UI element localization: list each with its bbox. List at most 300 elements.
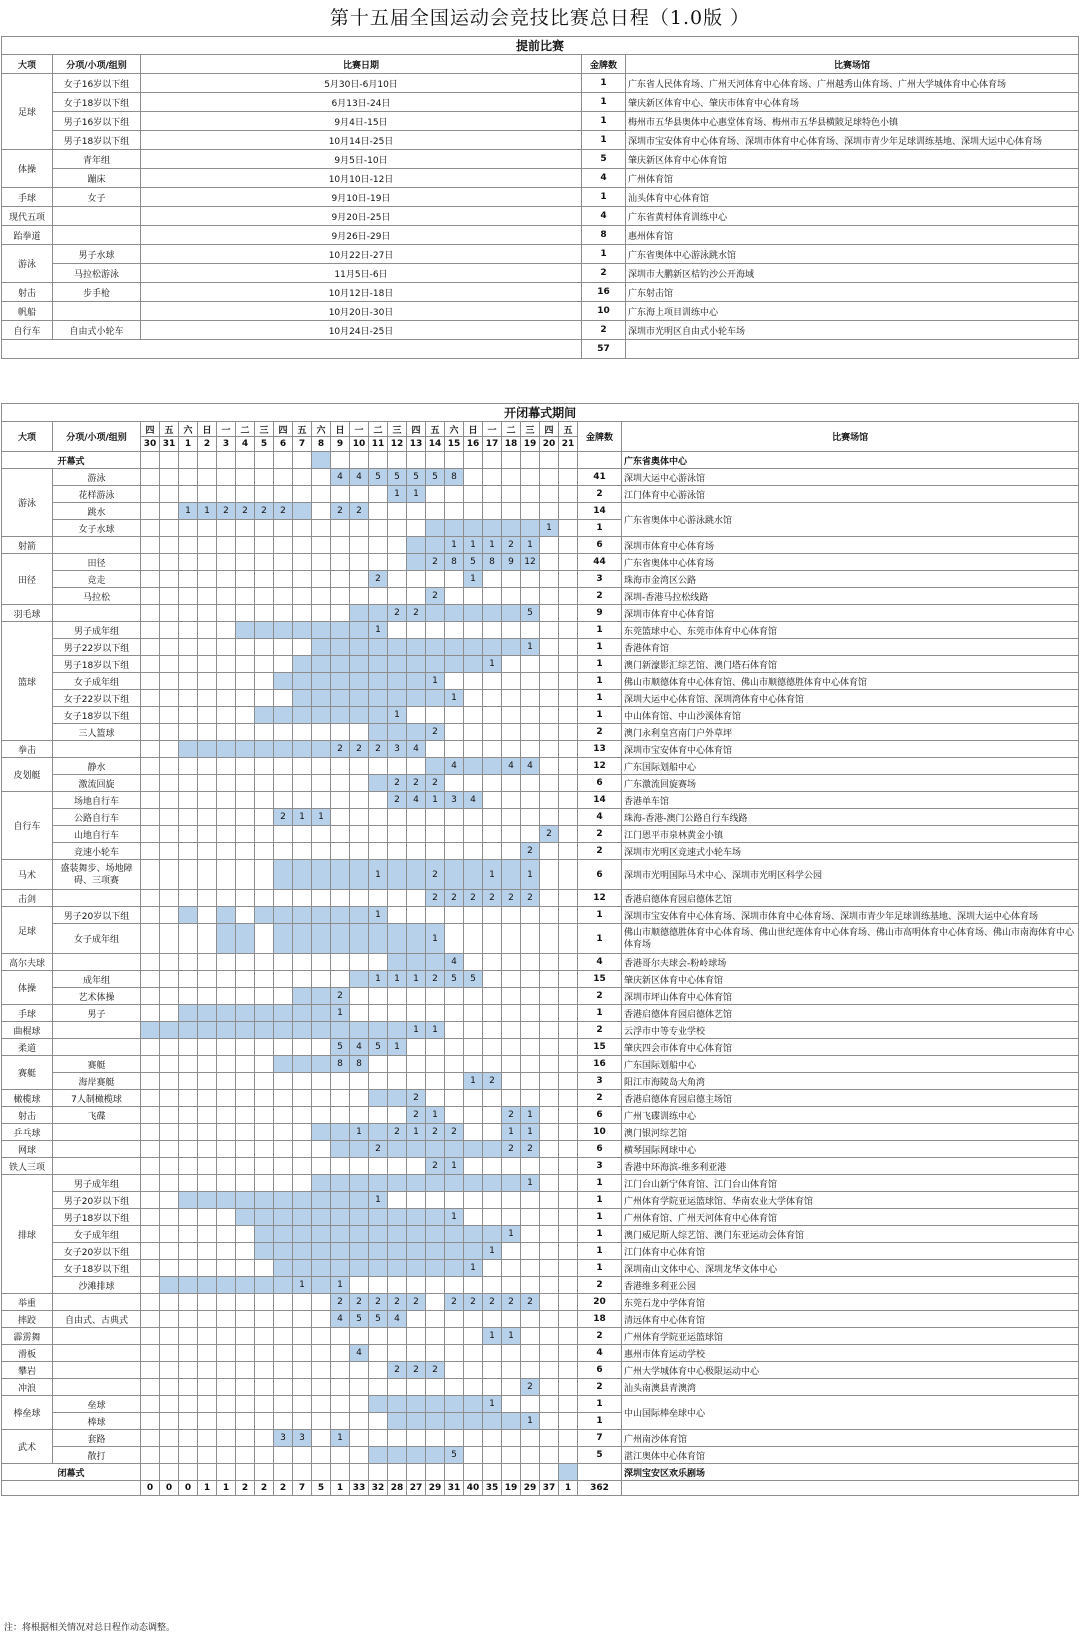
day-cell: 1: [293, 1277, 312, 1294]
day-cell: [445, 988, 464, 1005]
day-cell: [198, 1192, 217, 1209]
day-cell: [198, 1226, 217, 1243]
venue-name: 澳门新濠影汇综艺馆、澳门塔石体育馆: [622, 656, 1079, 673]
day-cell: [179, 724, 198, 741]
event-name: 男子成年组: [53, 622, 141, 639]
weekday-label: 日: [331, 422, 350, 437]
day-cell: 2: [407, 1362, 426, 1379]
day-cell: [426, 622, 445, 639]
day-cell: [502, 1277, 521, 1294]
weekday-label: 日: [198, 422, 217, 437]
event-name: 男子18岁以下组: [53, 656, 141, 673]
event-name: 女子水球: [53, 520, 141, 537]
day-cell: [559, 1192, 578, 1209]
sport-name: 举重: [2, 1294, 53, 1311]
day-cell: [559, 503, 578, 520]
day-cell: [369, 1396, 388, 1413]
day-cell: [179, 890, 198, 907]
day-cell: [426, 741, 445, 758]
event-date: 10月12日-18日: [141, 283, 582, 302]
day-cell: [312, 1413, 331, 1430]
day-cell: [236, 1107, 255, 1124]
day-cell: 5: [407, 469, 426, 486]
date-label: 4: [236, 437, 255, 452]
weekday-label: 五: [293, 422, 312, 437]
day-cell: [331, 656, 350, 673]
date-label: 11: [369, 437, 388, 452]
day-cell: [369, 924, 388, 954]
day-cell: [502, 1090, 521, 1107]
day-cell: [217, 1226, 236, 1243]
day-cell: [236, 988, 255, 1005]
venue-name: 清远体育中心体育馆: [622, 1311, 1079, 1328]
day-cell: [483, 1192, 502, 1209]
day-cell: [445, 1141, 464, 1158]
event-name: 女子成年组: [53, 924, 141, 954]
day-cell: 4: [388, 1311, 407, 1328]
day-cell: 1: [521, 1413, 540, 1430]
day-cell: [369, 809, 388, 826]
day-cell: [502, 1039, 521, 1056]
venue-name: 广东省奥体中心: [622, 452, 1079, 469]
day-cell: [540, 809, 559, 826]
event-date: 9月4日-15日: [141, 112, 582, 131]
day-cell: [350, 1413, 369, 1430]
day-cell: [198, 860, 217, 890]
day-cell: [255, 1447, 274, 1464]
weekday-label: 四: [141, 422, 160, 437]
date-label: 6: [274, 437, 293, 452]
day-cell: [464, 1090, 483, 1107]
medal-count: 1: [582, 245, 626, 264]
day-cell: [445, 1005, 464, 1022]
day-cell: [198, 622, 217, 639]
medal-count: 5: [578, 1447, 622, 1464]
event-name: [53, 1328, 141, 1345]
day-cell: [255, 1209, 274, 1226]
date-label: 8: [312, 437, 331, 452]
day-cell: [369, 758, 388, 775]
day-cell: [521, 775, 540, 792]
day-cell: [236, 554, 255, 571]
day-cell: [217, 741, 236, 758]
medal-count: 10: [578, 1124, 622, 1141]
weekday-label: 六: [312, 422, 331, 437]
day-cell: [217, 1311, 236, 1328]
day-cell: [388, 1277, 407, 1294]
event-row: [2, 1192, 1079, 1209]
medal-count: 1: [578, 1413, 622, 1430]
day-cell: [350, 1141, 369, 1158]
day-cell: [255, 1243, 274, 1260]
day-cell: [312, 622, 331, 639]
ceremony-name: 闭幕式: [2, 1464, 141, 1481]
day-cell: [274, 1447, 293, 1464]
day-cell: [445, 1413, 464, 1430]
day-cell: [464, 843, 483, 860]
day-cell: [388, 1192, 407, 1209]
page-title: 第十五届全国运动会竞技比赛总日程（1.0版 ）: [329, 7, 751, 29]
daily-total: 27: [407, 1481, 426, 1496]
day-cell: [236, 890, 255, 907]
day-cell: [540, 1022, 559, 1039]
day-cell: [540, 741, 559, 758]
day-cell: 5: [388, 469, 407, 486]
day-cell: [312, 1430, 331, 1447]
day-cell: [236, 1447, 255, 1464]
day-cell: [179, 1107, 198, 1124]
venue-name: 东莞石龙中学体育馆: [622, 1294, 1079, 1311]
day-cell: [483, 452, 502, 469]
day-cell: 1: [388, 1039, 407, 1056]
medal-count: 10: [582, 302, 626, 321]
sport-name: 铁人三项: [2, 1158, 53, 1175]
medal-count: 9: [578, 605, 622, 622]
day-cell: [293, 605, 312, 622]
day-cell: [293, 1362, 312, 1379]
day-cell: 2: [521, 1141, 540, 1158]
day-cell: [274, 971, 293, 988]
day-cell: [559, 673, 578, 690]
day-cell: [521, 1362, 540, 1379]
day-cell: [331, 554, 350, 571]
day-cell: [312, 954, 331, 971]
day-cell: [350, 1362, 369, 1379]
day-cell: [198, 1413, 217, 1430]
day-cell: [312, 656, 331, 673]
day-cell: [331, 809, 350, 826]
day-cell: [141, 1056, 160, 1073]
day-cell: [217, 707, 236, 724]
day-cell: [483, 639, 502, 656]
day-cell: [293, 1260, 312, 1277]
day-cell: [483, 1005, 502, 1022]
day-cell: 2: [445, 1294, 464, 1311]
day-cell: 1: [464, 1073, 483, 1090]
venue-name: 澳门银河综艺馆: [622, 1124, 1079, 1141]
day-cell: [407, 1141, 426, 1158]
day-cell: 1: [331, 1430, 350, 1447]
day-cell: [312, 860, 331, 890]
day-cell: [350, 622, 369, 639]
day-cell: [350, 486, 369, 503]
day-cell: 1: [483, 656, 502, 673]
event-row: [2, 1328, 1079, 1345]
event-row: [2, 1175, 1079, 1192]
day-cell: [521, 452, 540, 469]
day-cell: [331, 971, 350, 988]
day-cell: [369, 1158, 388, 1175]
day-cell: [217, 605, 236, 622]
event-name: 女子18岁以下组: [53, 93, 141, 112]
weekday-label: 二: [502, 422, 521, 437]
day-cell: [160, 690, 179, 707]
day-cell: [217, 1464, 236, 1481]
day-cell: 1: [521, 860, 540, 890]
day-cell: [445, 741, 464, 758]
event-name: 自由式小轮车: [53, 321, 141, 340]
day-cell: [236, 605, 255, 622]
day-cell: [388, 1226, 407, 1243]
day-cell: [540, 758, 559, 775]
day-cell: [331, 673, 350, 690]
day-cell: 2: [407, 1107, 426, 1124]
day-cell: 2: [331, 503, 350, 520]
day-cell: [559, 1056, 578, 1073]
day-cell: [445, 907, 464, 924]
day-cell: [198, 571, 217, 588]
day-cell: [407, 724, 426, 741]
day-cell: [521, 1396, 540, 1413]
day-cell: [255, 1192, 274, 1209]
ceremony-name: 开幕式: [2, 452, 141, 469]
day-cell: [540, 907, 559, 924]
event-name: 静水: [53, 758, 141, 775]
day-cell: [141, 690, 160, 707]
day-cell: [274, 924, 293, 954]
day-cell: [160, 452, 179, 469]
day-cell: [426, 1056, 445, 1073]
day-cell: [464, 1175, 483, 1192]
day-cell: [312, 988, 331, 1005]
day-cell: [464, 826, 483, 843]
day-cell: [483, 1022, 502, 1039]
day-cell: [274, 1243, 293, 1260]
sport-name: 皮划艇: [2, 758, 53, 792]
day-cell: [331, 1345, 350, 1362]
day-cell: [236, 1243, 255, 1260]
day-cell: [255, 520, 274, 537]
day-cell: [160, 775, 179, 792]
medal-count: 16: [578, 1056, 622, 1073]
day-cell: [312, 1294, 331, 1311]
day-cell: [160, 1158, 179, 1175]
day-cell: [483, 673, 502, 690]
day-cell: [426, 1141, 445, 1158]
day-cell: [293, 452, 312, 469]
event-name: 沙滩排球: [53, 1277, 141, 1294]
date-label: 15: [445, 437, 464, 452]
day-cell: [521, 1430, 540, 1447]
day-cell: [236, 469, 255, 486]
event-name: [53, 1141, 141, 1158]
day-cell: [198, 1345, 217, 1362]
venue-name: 珠海-香港-澳门公路自行车线路: [622, 809, 1079, 826]
event-row: [2, 1243, 1079, 1260]
day-cell: [236, 1022, 255, 1039]
medal-count: 2: [578, 724, 622, 741]
day-cell: [141, 907, 160, 924]
day-cell: [540, 1311, 559, 1328]
venue-name: 深圳市大鹏新区桔钓沙公开海域: [626, 264, 1079, 283]
day-cell: [388, 1430, 407, 1447]
day-cell: [293, 622, 312, 639]
day-cell: [255, 571, 274, 588]
day-cell: [464, 503, 483, 520]
event-row: [2, 826, 1079, 843]
day-cell: [559, 809, 578, 826]
day-cell: [160, 1396, 179, 1413]
day-cell: [255, 924, 274, 954]
day-cell: [521, 1447, 540, 1464]
day-cell: [179, 1260, 198, 1277]
day-cell: [331, 924, 350, 954]
day-cell: [274, 1192, 293, 1209]
day-cell: [198, 741, 217, 758]
event-row: [2, 1158, 1079, 1175]
day-cell: [331, 792, 350, 809]
day-cell: [464, 1022, 483, 1039]
day-cell: [179, 809, 198, 826]
medal-count: 1: [578, 520, 622, 537]
day-cell: [559, 707, 578, 724]
day-cell: 2: [350, 1294, 369, 1311]
medal-count: 1: [578, 1192, 622, 1209]
day-cell: [236, 1005, 255, 1022]
day-cell: [255, 656, 274, 673]
day-cell: [274, 954, 293, 971]
date-label: 13: [407, 437, 426, 452]
day-cell: [540, 860, 559, 890]
day-cell: [255, 1056, 274, 1073]
day-cell: 1: [521, 1124, 540, 1141]
day-cell: [407, 1056, 426, 1073]
sport-name: 帆船: [2, 302, 53, 321]
day-cell: [255, 809, 274, 826]
day-cell: 1: [407, 1022, 426, 1039]
day-cell: [331, 690, 350, 707]
day-cell: 1: [312, 809, 331, 826]
day-cell: [236, 588, 255, 605]
sport-name: 乒乓球: [2, 1124, 53, 1141]
venue-name: 广东激流回旋赛场: [622, 775, 1079, 792]
day-cell: [236, 1294, 255, 1311]
medal-count: 3: [578, 1073, 622, 1090]
venue-name: 佛山市顺德德胜体育中心体育场、佛山世纪莲体育中心体育场、佛山市高明体育中心体育场、佛山市南海体育中心体育场: [622, 924, 1079, 954]
venue-name: 中山国际棒垒球中心: [622, 1396, 1079, 1430]
day-cell: [426, 503, 445, 520]
day-cell: 5: [331, 1039, 350, 1056]
day-cell: [255, 1073, 274, 1090]
day-cell: [502, 1464, 521, 1481]
day-cell: [350, 954, 369, 971]
day-cell: [198, 890, 217, 907]
day-cell: [255, 1158, 274, 1175]
day-cell: [179, 656, 198, 673]
date-label: 18: [502, 437, 521, 452]
day-cell: 1: [369, 860, 388, 890]
day-cell: [388, 890, 407, 907]
venue-name: 广州体育学院亚运篮球馆、华南农业大学体育馆: [622, 1192, 1079, 1209]
day-cell: [483, 1056, 502, 1073]
day-cell: 4: [502, 758, 521, 775]
event-name: [53, 1039, 141, 1056]
medal-count: 2: [578, 486, 622, 503]
day-cell: [540, 1362, 559, 1379]
day-cell: [407, 809, 426, 826]
day-cell: [312, 452, 331, 469]
sport-name: 自行车: [2, 321, 53, 340]
day-cell: [141, 809, 160, 826]
event-name: 女子: [53, 188, 141, 207]
day-cell: [426, 571, 445, 588]
day-cell: [502, 971, 521, 988]
event-name: [53, 537, 141, 554]
day-cell: [198, 588, 217, 605]
day-cell: [141, 554, 160, 571]
medal-count: 2: [578, 1379, 622, 1396]
day-cell: [388, 1396, 407, 1413]
event-name: 三人篮球: [53, 724, 141, 741]
day-cell: [483, 1362, 502, 1379]
header-venue: 比赛场馆: [626, 55, 1079, 74]
day-cell: [540, 673, 559, 690]
day-cell: [407, 520, 426, 537]
day-cell: [464, 690, 483, 707]
day-cell: [312, 571, 331, 588]
day-cell: [198, 1107, 217, 1124]
day-cell: [388, 1090, 407, 1107]
day-cell: [160, 843, 179, 860]
day-cell: [445, 486, 464, 503]
day-cell: [521, 1022, 540, 1039]
totals-venue-spacer: [622, 1481, 1079, 1496]
day-cell: [179, 1243, 198, 1260]
day-cell: [160, 520, 179, 537]
day-cell: [274, 486, 293, 503]
day-cell: [559, 1073, 578, 1090]
day-cell: [426, 452, 445, 469]
day-cell: 1: [445, 1209, 464, 1226]
day-cell: 2: [426, 1124, 445, 1141]
day-cell: [559, 1311, 578, 1328]
date-label: 10: [350, 437, 369, 452]
day-cell: [312, 1056, 331, 1073]
day-cell: 1: [369, 1192, 388, 1209]
day-cell: [369, 503, 388, 520]
day-cell: [331, 1464, 350, 1481]
day-cell: [217, 690, 236, 707]
day-cell: [217, 988, 236, 1005]
day-cell: [559, 1464, 578, 1481]
day-cell: [426, 1447, 445, 1464]
day-cell: [255, 1022, 274, 1039]
day-cell: 2: [521, 843, 540, 860]
day-cell: 4: [407, 741, 426, 758]
venue-name: 香港启德体育园启德体艺馆: [622, 890, 1079, 907]
day-cell: [521, 1311, 540, 1328]
day-cell: [179, 469, 198, 486]
day-cell: [559, 843, 578, 860]
day-cell: [559, 1362, 578, 1379]
day-cell: [255, 537, 274, 554]
header-sport: 大项: [2, 422, 53, 452]
day-cell: [407, 656, 426, 673]
day-cell: [179, 1277, 198, 1294]
day-cell: [483, 622, 502, 639]
day-cell: [540, 971, 559, 988]
day-cell: [198, 1243, 217, 1260]
day-cell: [559, 1260, 578, 1277]
venue-name: 深圳市坪山体育中心体育馆: [622, 988, 1079, 1005]
day-cell: [388, 503, 407, 520]
day-cell: [426, 843, 445, 860]
day-cell: [274, 792, 293, 809]
day-cell: [502, 588, 521, 605]
day-cell: 1: [502, 1226, 521, 1243]
day-cell: [312, 971, 331, 988]
day-cell: [502, 690, 521, 707]
